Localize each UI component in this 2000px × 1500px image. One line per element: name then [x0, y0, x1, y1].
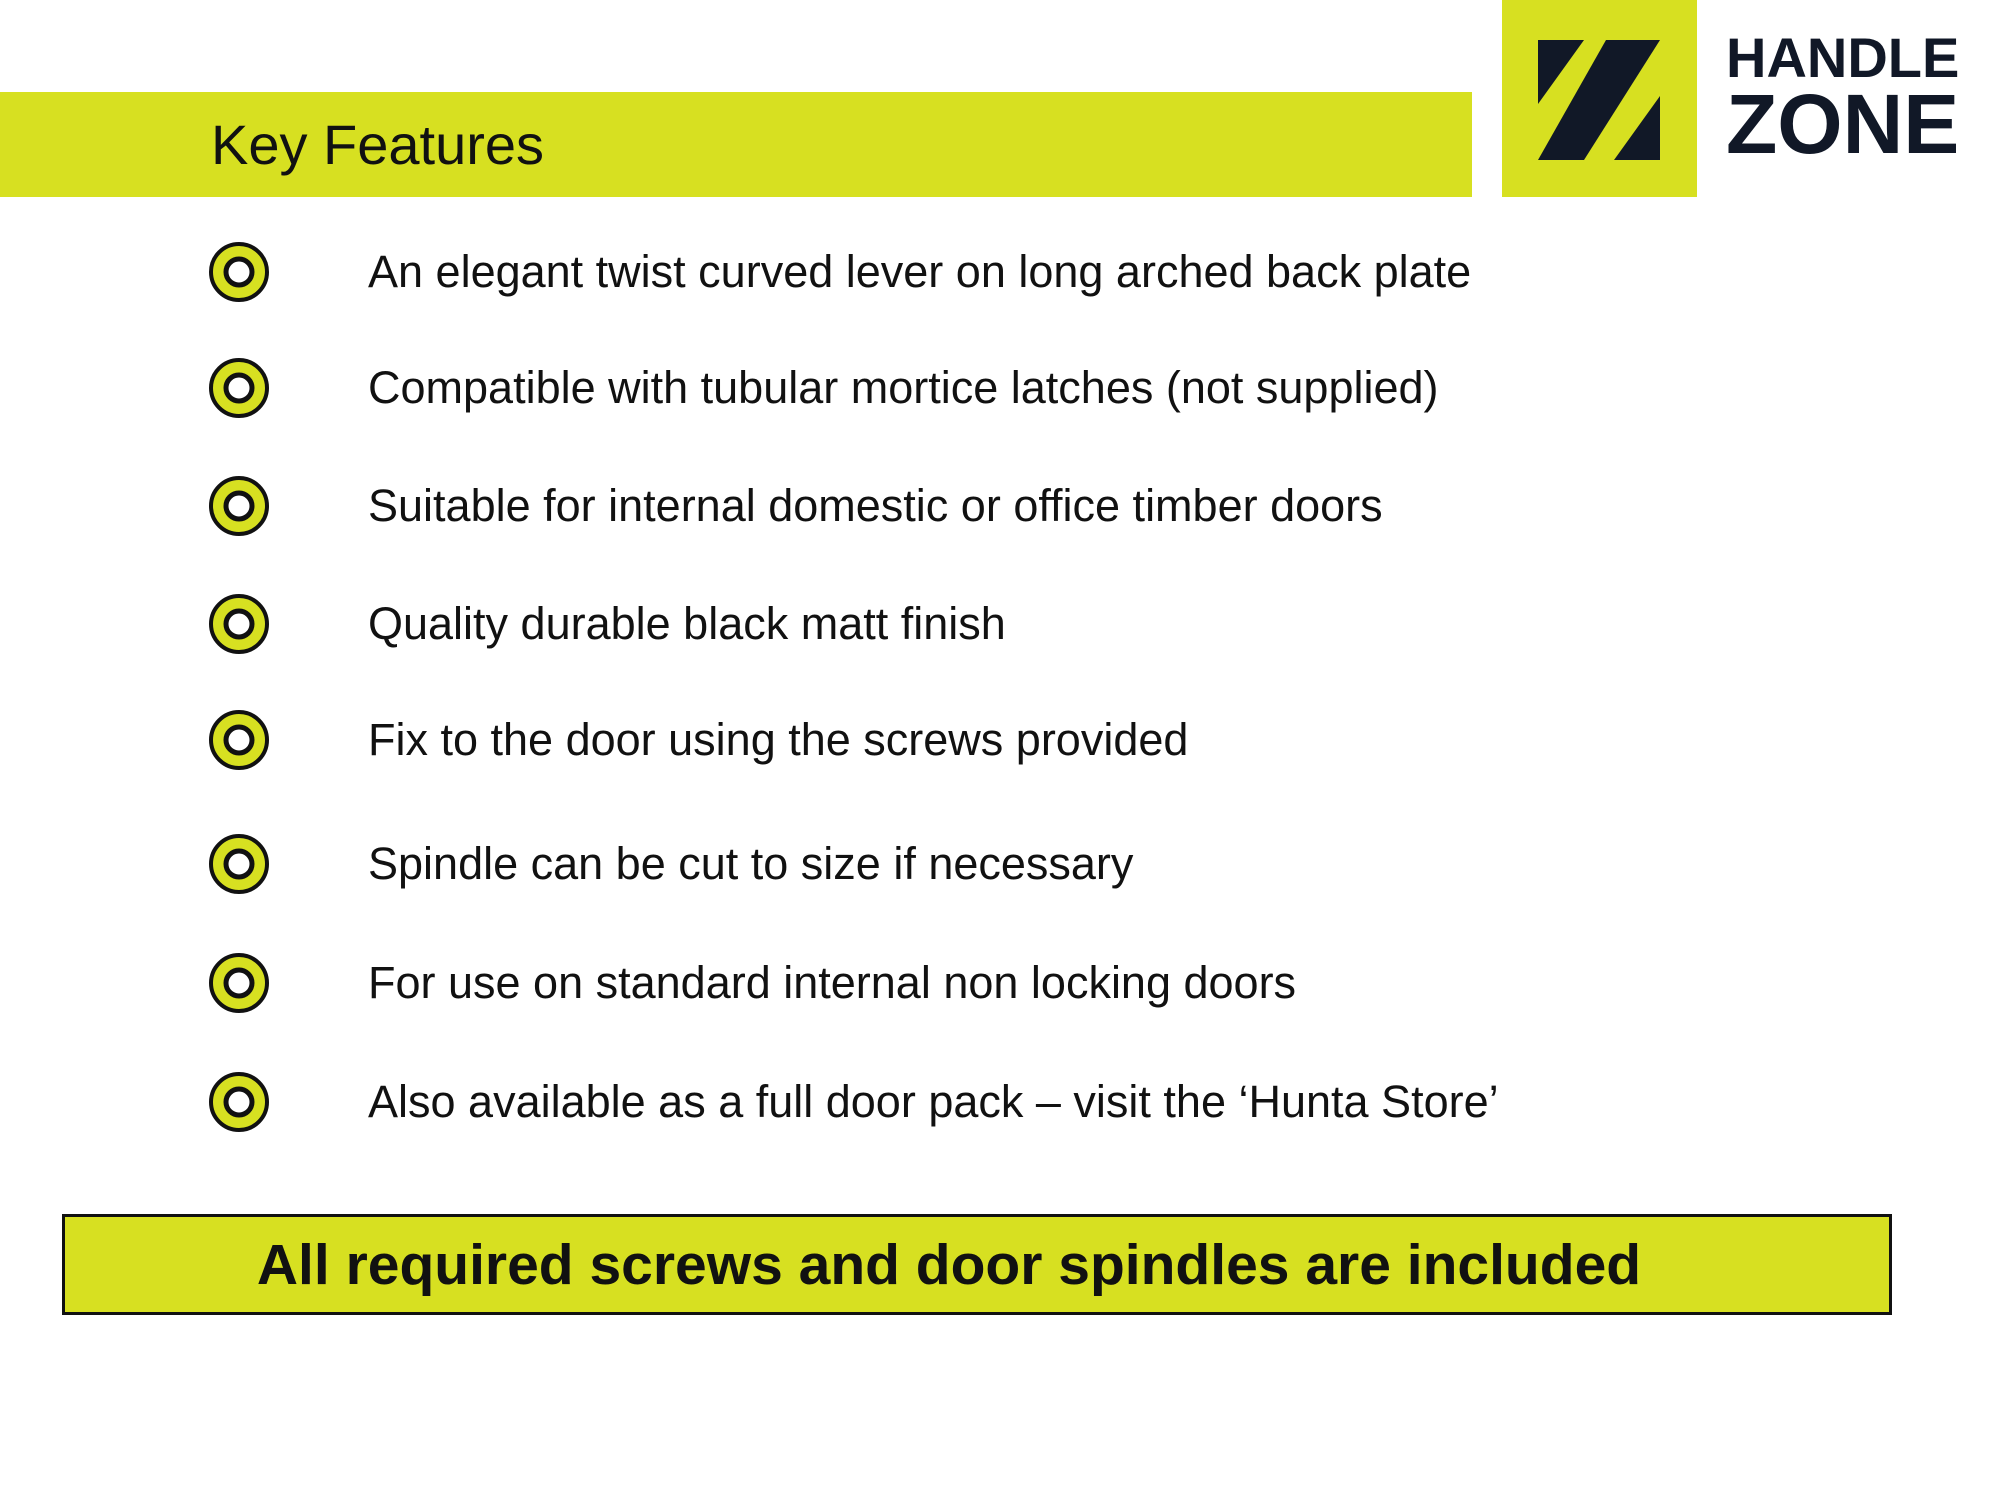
ring-bullet-icon	[208, 833, 270, 895]
list-item	[208, 353, 1439, 423]
list-item	[208, 948, 1297, 1018]
list-item	[208, 589, 1006, 659]
feature-text: Suitable for internal domestic or office timber doors	[368, 480, 1383, 531]
logo-line-zone: ZONE	[1726, 77, 1960, 171]
ring-bullet-icon	[208, 1071, 270, 1133]
included-items-callout	[62, 1214, 1892, 1315]
list-item	[208, 237, 1472, 307]
ring-bullet-icon	[208, 357, 270, 419]
page-title: Key Features	[211, 113, 545, 176]
feature-text: Compatible with tubular mortice latches (not supplied)	[368, 362, 1439, 413]
ring-bullet-icon	[208, 475, 270, 537]
feature-text: Spindle can be cut to size if necessary	[368, 838, 1134, 889]
feature-text: An elegant twist curved lever on long arched back plate	[368, 246, 1472, 297]
list-item	[208, 471, 1383, 541]
ring-bullet-icon	[208, 241, 270, 303]
feature-text: Also available as a full door pack – visit the ‘Hunta Store’	[368, 1076, 1499, 1127]
ring-bullet-icon	[208, 952, 270, 1014]
feature-text: For use on standard internal non locking doors	[368, 957, 1297, 1008]
logo-line-handle: HANDLE	[1726, 26, 1960, 89]
callout-text: All required screws and door spindles are included	[256, 1232, 1642, 1297]
ring-bullet-icon	[208, 709, 270, 771]
list-item	[208, 1067, 1499, 1137]
feature-text: Quality durable black matt finish	[368, 598, 1006, 649]
list-item	[208, 829, 1134, 899]
feature-text: Fix to the door using the screws provided	[368, 714, 1189, 765]
list-item	[208, 705, 1189, 775]
ring-bullet-icon	[208, 593, 270, 655]
